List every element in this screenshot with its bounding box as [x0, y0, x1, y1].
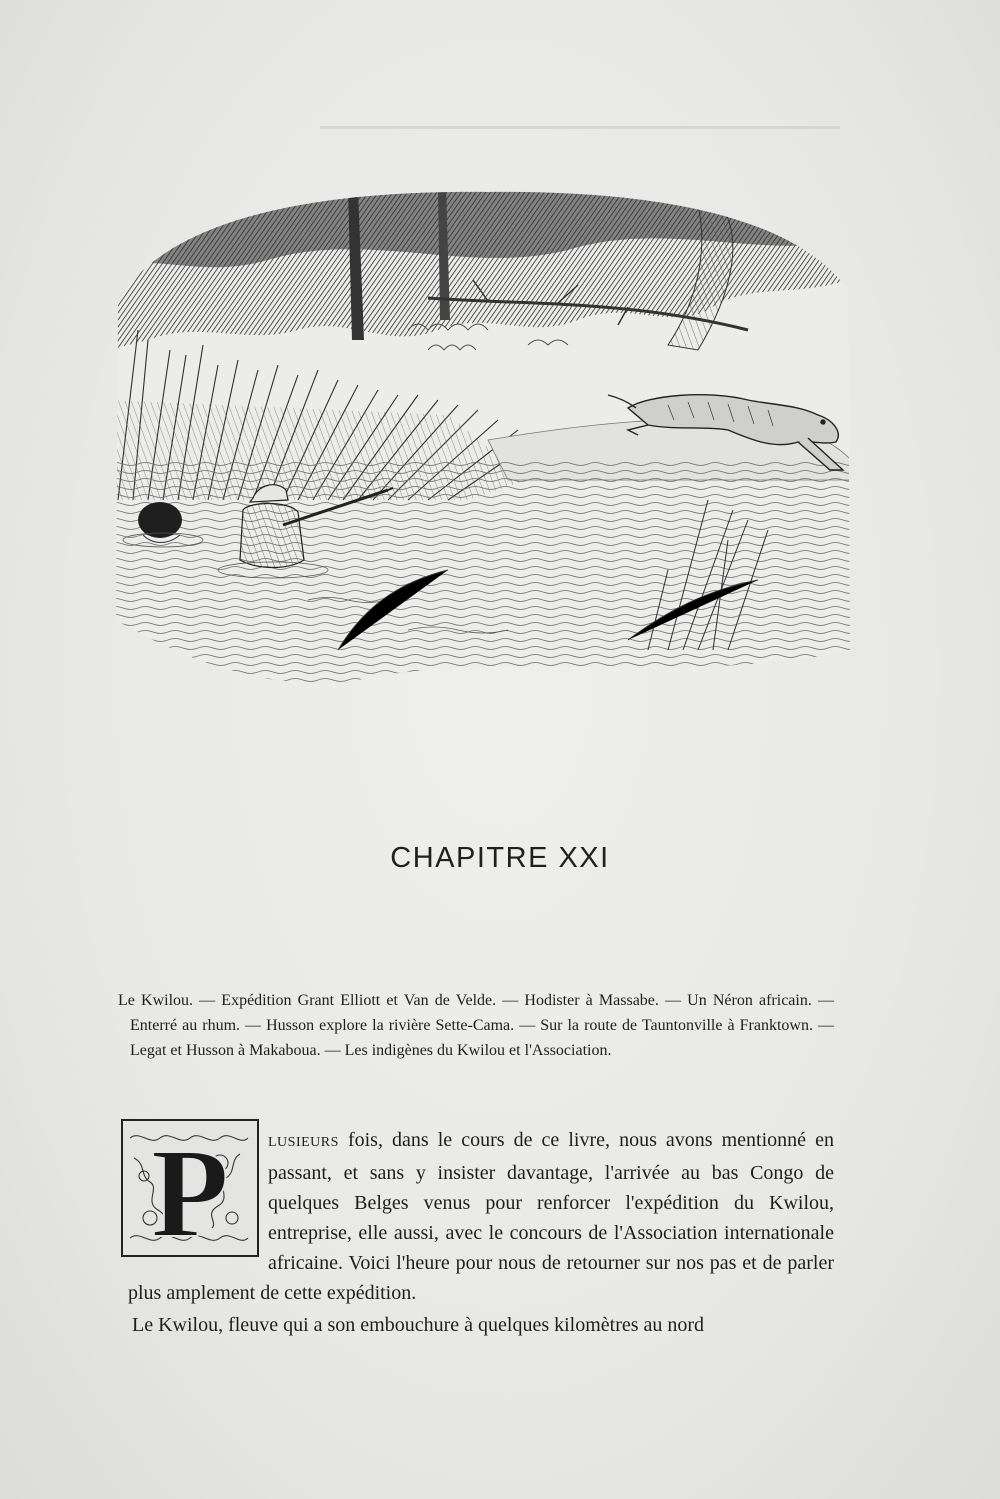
dropcap-letter: P [150, 1122, 230, 1258]
paragraph-1-text: fois, dans le cours de ce livre, nous avons mentionné en passant, et sans y insister davantage, l'arrivée au bas Congo de quelques Belges venus pour renforcer l'expédition du Kwilou, entreprise, elle aussi, avec le concours de l'Association internationale africaine. Voici l'heure pour nous de retourner sur nos pas et de parler plus amplement de cette expédition. [128, 1129, 834, 1304]
first-word-smallcaps: LUSIEURS [268, 1135, 339, 1150]
body-text [128, 1125, 834, 1340]
chapter-summary-text: Le Kwilou. — Expédition Grant Elliott et Van de Velde. — Hodister à Massabe. — Un Néron africain. — Enterré au rhum. — Husson explore la rivière Sette-Cama. — Sur la route de Tauntonville à Franktown. — Legat et Husson à Makaboua. — Les indigènes du Kwilou et l'Association. [118, 992, 834, 1059]
chapter-title: CHAPITRE XXI [390, 842, 610, 874]
paragraph-2: Le Kwilou, fleuve qui a son embouchure à quelques kilomètres au nord [132, 1314, 705, 1336]
chapter-summary [118, 988, 834, 1063]
engraving-illustration [108, 180, 858, 700]
show-through-texture [320, 118, 840, 143]
paragraph-1 [128, 1125, 834, 1308]
